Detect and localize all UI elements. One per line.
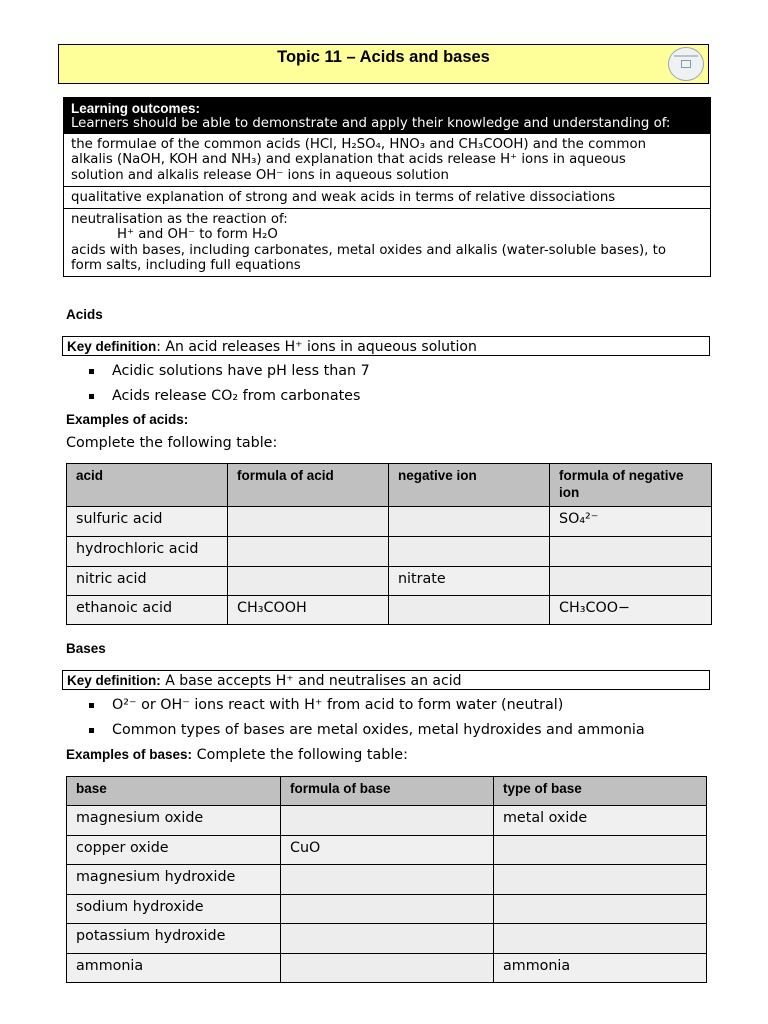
table-row <box>67 954 707 983</box>
column-header: base <box>67 777 281 806</box>
table-cell: sodium hydroxide <box>67 895 281 924</box>
column-header: acid <box>67 464 228 507</box>
table-row <box>67 924 707 954</box>
table-row <box>67 567 712 596</box>
table-cell: hydrochloric acid <box>67 537 228 567</box>
outcome-neutralisation-line: acids with bases, including carbonates, metal oxides and alkalis (water-soluble bases), to <box>71 242 666 258</box>
answer-cell[interactable] <box>494 836 707 865</box>
table-row <box>67 895 707 924</box>
answer-cell[interactable] <box>228 537 389 567</box>
table-cell: ethanoic acid <box>67 596 228 625</box>
table-cell: magnesium oxide <box>67 806 281 836</box>
column-header: formula of acid <box>228 464 389 507</box>
answer-cell[interactable] <box>281 895 494 924</box>
bullet-text: O²⁻ or OH⁻ ions react with H⁺ from acid to form water (neutral) <box>112 697 564 713</box>
bases-key-definition <box>62 670 710 690</box>
key-definition-label: Key definition: <box>67 673 161 688</box>
table-row <box>67 596 712 625</box>
table-cell: CH₃COOH <box>228 596 389 625</box>
bullet-text: Acidic solutions have pH less than 7 <box>112 363 370 379</box>
answer-cell[interactable] <box>228 567 389 596</box>
bullet-icon <box>89 394 94 399</box>
table-cell: nitrate <box>389 567 550 596</box>
bullet-text: Acids release CO₂ from carbonates <box>112 388 361 404</box>
answer-cell[interactable] <box>281 924 494 954</box>
table-cell: CH₃COO− <box>550 596 712 625</box>
answer-cell[interactable] <box>494 924 707 954</box>
column-header: negative ion <box>389 464 550 507</box>
table-cell: ammonia <box>67 954 281 983</box>
outcome-neutralisation-line: form salts, including full equations <box>71 258 301 274</box>
acids-heading: Acids <box>66 307 103 322</box>
outcome-formulae-line: the formulae of the common acids (HCl, H₂SO₄, HNO₃ and CH₃COOH) and the common <box>71 137 647 152</box>
learning-outcomes-heading: Learning outcomes: <box>71 101 201 116</box>
bases-instruction: Complete the following table: <box>192 747 408 763</box>
bullet-icon <box>89 728 94 733</box>
table-cell: magnesium hydroxide <box>67 865 281 895</box>
table-cell: sulfuric acid <box>67 507 228 537</box>
list-item <box>89 363 370 380</box>
answer-cell[interactable] <box>389 596 550 625</box>
answer-cell[interactable] <box>281 806 494 836</box>
outcome-strong-weak: qualitative explanation of strong and weak acids in terms of relative dissociations <box>64 186 710 208</box>
table-cell: ammonia <box>494 954 707 983</box>
page-title: Topic 11 – Acids and bases <box>277 48 490 66</box>
bases-heading: Bases <box>66 641 106 656</box>
learning-outcomes-header <box>64 98 710 133</box>
outcome-formulae-line: solution and alkalis release OH⁻ ions in aqueous solution <box>71 167 449 183</box>
outcome-neutralisation-line: H⁺ and OH⁻ to form H₂O <box>117 227 278 243</box>
list-item <box>89 388 360 405</box>
school-logo-icon <box>668 47 704 81</box>
outcome-neutralisation-line: neutralisation as the reaction of: <box>71 212 288 228</box>
table-cell: CuO <box>281 836 494 865</box>
table-cell: nitric acid <box>67 567 228 596</box>
table-cell: copper oxide <box>67 836 281 865</box>
key-definition-text: A base accepts H⁺ and neutralises an acid <box>160 673 462 689</box>
answer-cell[interactable] <box>389 507 550 537</box>
acids-key-definition <box>62 336 710 356</box>
bases-examples-line <box>66 746 408 764</box>
title-banner <box>58 44 709 84</box>
answer-cell[interactable] <box>494 895 707 924</box>
bullet-icon <box>89 703 94 708</box>
learning-outcomes-box <box>63 97 711 277</box>
key-definition-text: : An acid releases H⁺ ions in aqueous solution <box>156 339 477 355</box>
list-item <box>89 697 563 714</box>
answer-cell[interactable] <box>494 865 707 895</box>
table-cell: metal oxide <box>494 806 707 836</box>
answer-cell[interactable] <box>281 954 494 983</box>
table-cell: SO₄²⁻ <box>550 507 712 537</box>
outcome-formulae-line: alkalis (NaOH, KOH and NH₃) and explanation that acids release H⁺ ions in aqueous <box>71 152 626 168</box>
list-item <box>89 722 645 739</box>
table-row <box>67 806 707 836</box>
acids-table <box>66 463 712 625</box>
answer-cell[interactable] <box>550 537 712 567</box>
learning-outcomes-intro: Learners should be able to demonstrate and apply their knowledge and understanding of: <box>71 116 671 131</box>
table-row <box>67 537 712 567</box>
bullet-icon <box>89 369 94 374</box>
answer-cell[interactable] <box>389 537 550 567</box>
table-row <box>67 865 707 895</box>
table-row <box>67 507 712 537</box>
acids-examples-label <box>66 411 188 429</box>
bases-table <box>66 776 707 983</box>
column-header: formula of negative ion <box>550 464 712 507</box>
acids-instruction: Complete the following table: <box>66 435 278 451</box>
outcome-formulae <box>64 133 710 186</box>
examples-label: Examples of bases: <box>66 747 193 762</box>
examples-label: Examples of acids: <box>66 412 189 427</box>
table-cell: potassium hydroxide <box>67 924 281 954</box>
table-row <box>67 836 707 865</box>
outcome-neutralisation <box>64 208 710 276</box>
column-header: formula of base <box>281 777 494 806</box>
answer-cell[interactable] <box>228 507 389 537</box>
bullet-text: Common types of bases are metal oxides, metal hydroxides and ammonia <box>112 722 645 738</box>
column-header: type of base <box>494 777 707 806</box>
key-definition-label: Key definition <box>67 339 157 354</box>
answer-cell[interactable] <box>281 865 494 895</box>
answer-cell[interactable] <box>550 567 712 596</box>
